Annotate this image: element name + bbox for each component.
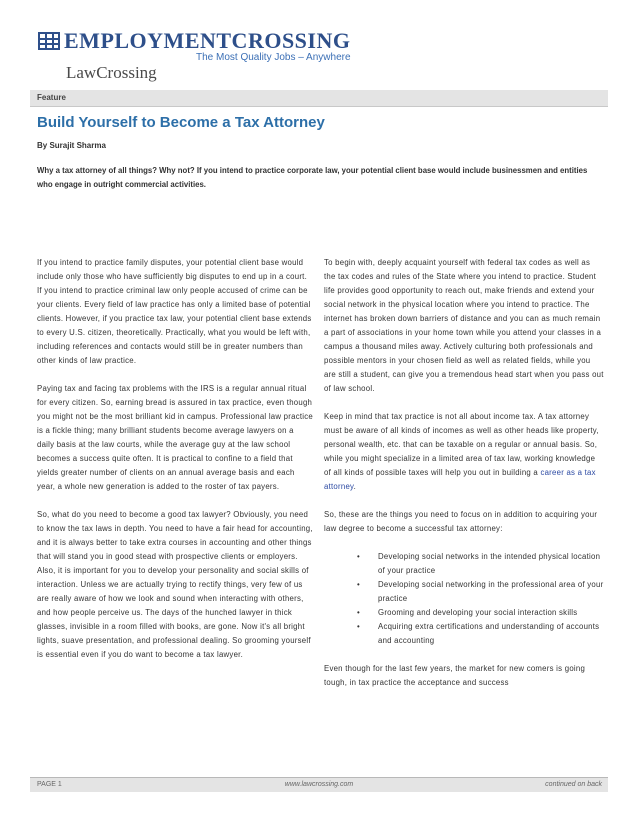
paragraph: To begin with, deeply acquaint yourself with federal tax codes as well as the tax codes and rules of the State where you intend to practice. Student life provides good opportunity to reach out, make friends and extend your social network in the physical location where you intend to practice. The internet has broken down barriers of distance and you can as much remain a part of associations in your home town while you attend your classes in a campus a thousand miles away. Actively culturing both professionals and possible mentors in your chosen field as well as related fields, while you are still a student, can give you a tremendous head start when you pass out of law school. [324, 258, 604, 393]
paragraph: So, these are the things you need to focus on in addition to acquiring your law degree to become a successful tax attorney: [324, 510, 598, 533]
footer-url[interactable]: www.lawcrossing.com [284, 781, 354, 788]
byline: By Surajit Sharma [37, 141, 106, 150]
list-item-text: Developing social networks in the intended physical location of your practice [378, 552, 601, 575]
feature-bar [30, 90, 608, 107]
list-item-text: Acquiring extra certifications and understanding of accounts and accounting [378, 622, 600, 645]
list-item [357, 578, 604, 606]
article-title: Build Yourself to Become a Tax Attorney [37, 114, 325, 131]
left-column [37, 256, 313, 676]
lawcrossing-logo[interactable]: LawCrossing [66, 63, 157, 82]
paragraph: So, what do you need to become a good tax lawyer? Obviously, you need to know the tax laws in depth. You need to have a fair head for accounting, and it is always better to take extra courses in accounting and other things that will stand you in good stead with prospective clients or employers. Also, it is important for you to develop your personality and social skills of interaction. Unless we are actually trying to rectify things, very few of us are really aware of how we look and sound when interacting with others, and how people perceive us. The days of the hunched lawyer in thick glasses, invisible in a room filled with books, are gone. Now it's all bright lights, suave presentation, and professional dealing. So grooming yourself is essential even if you do want to become a tax lawyer. [37, 510, 313, 659]
logo-tagline: The Most Quality Jobs – Anywhere [196, 52, 351, 63]
bullet-icon: • [357, 580, 360, 589]
paragraph-with-link [324, 410, 604, 494]
list-item [357, 620, 604, 648]
page-number: PAGE 1 [37, 781, 62, 788]
grid-logo-icon [38, 32, 60, 50]
career-link[interactable]: career as a tax attorney [324, 468, 596, 491]
bullet-icon: • [357, 608, 360, 617]
list-item [357, 606, 604, 620]
employmentcrossing-logo[interactable] [38, 30, 350, 52]
bullet-list [324, 550, 604, 648]
list-item-text: Developing social networking in the professional area of your practice [378, 580, 604, 603]
article-intro: Why a tax attorney of all things? Why not? If you intend to practice corporate law, your potential client base would include businessmen and entities who engage in outright commercial activities. [37, 166, 588, 189]
paragraph: Even though for the last few years, the market for new comers is going tough, in tax practice the acceptance and success [324, 664, 586, 687]
continued-note: continued on back [545, 781, 602, 788]
right-column [324, 256, 604, 704]
list-item-text: Grooming and developing your social interaction skills [378, 608, 578, 617]
list-item [357, 550, 604, 578]
header [0, 0, 638, 80]
paragraph-end: . [353, 482, 357, 491]
bullet-icon: • [357, 622, 360, 631]
paragraph: Paying tax and facing tax problems with the IRS is a regular annual ritual for every citizen. So, earning bread is assured in tax practice, even though you might not be the most brilliant kid in campus. Professional law practice is a fickle thing; many brilliant students become average lawyers on a daily basis at the law courts, while the average guy at the law school becomes a success quite often. It is practical to confine to a field that yields greater number of clients on an annual average basis and each year, a whole new generation is added to the roster of tax payers. [37, 384, 313, 491]
paragraph-text: Keep in mind that tax practice is not all about income tax. A tax attorney must be aware of all kinds of incomes as well as other heads like property, personal wealth, etc. that can be taxable on a regular or annual basis. So, while you might specialize in a limited area of tax law, working knowledge of all kinds of possible taxes will help you out in building a [324, 412, 599, 477]
paragraph: If you intend to practice family disputes, your potential client base would include only those who have sufficiently big disputes to end up in a court. If you intend to practice criminal law only people accused of crime can be your clients. Every field of law practice has only a limited base of potential clients. However, if you practice tax law, your potential client base extends to every U.S. citizen, theoretically. Practically, what you would be left with, including references and contacts would still be in greater numbers than other kinds of law practice. [37, 258, 312, 365]
feature-label: Feature [37, 93, 66, 102]
logo-text: EMPLOYMENTCROSSING [64, 28, 351, 53]
bullet-icon: • [357, 552, 360, 561]
